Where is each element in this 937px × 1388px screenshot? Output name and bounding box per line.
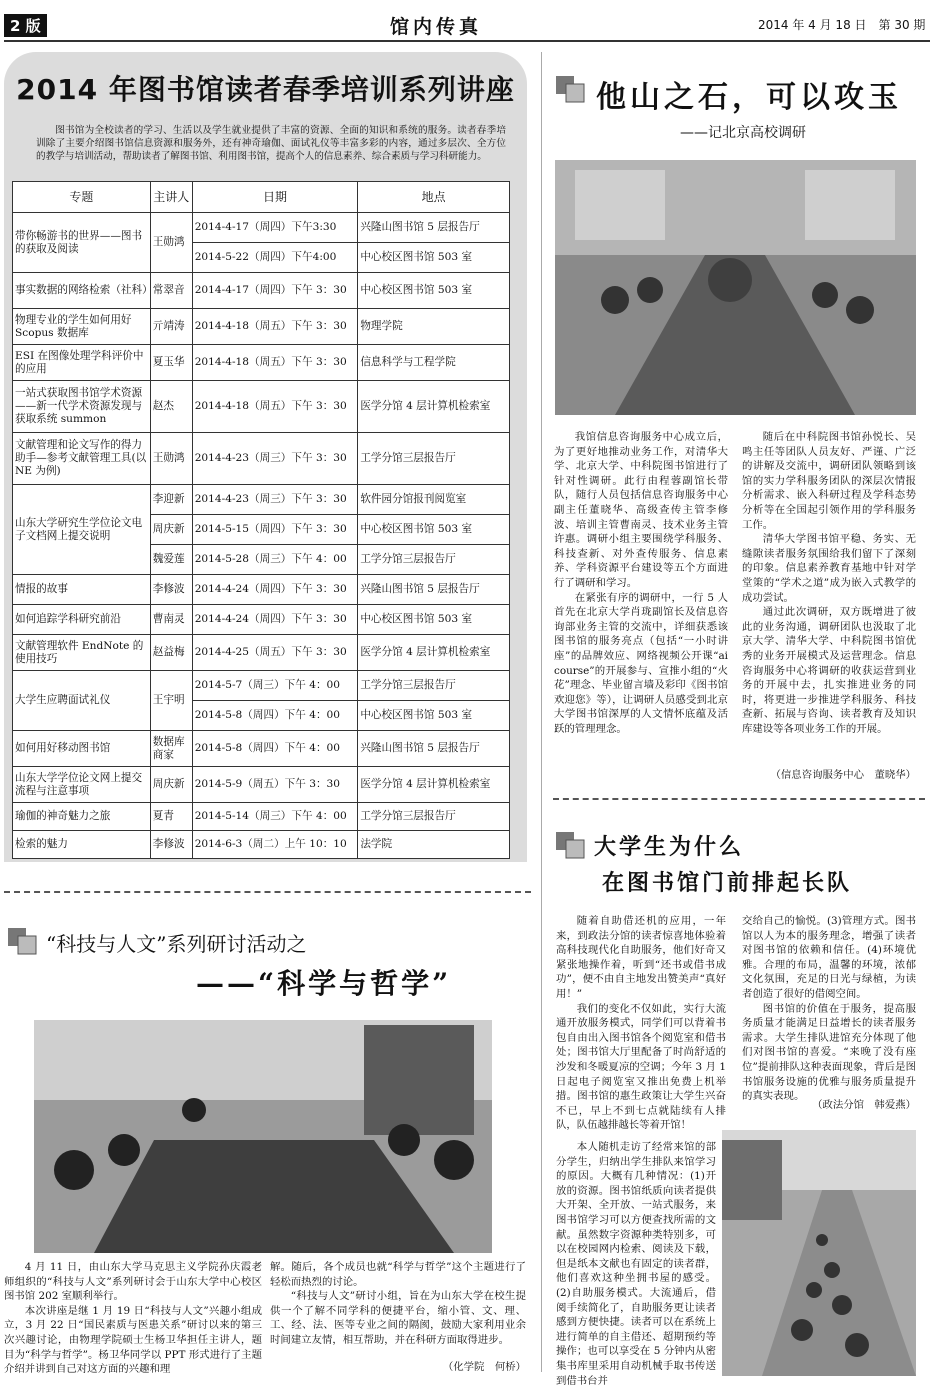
paragraph: 图书馆的价值在于服务，提高服务质量才能满足日益增长的读者服务需求。大学生排队进馆充分体现了他们对图书馆的喜爱。“来晚了没有座位”提前排队这种表面现象，背后是图书馆服务设施的优雅与服务质量提升的真实表现。 (742, 1002, 916, 1103)
date-cell: 2014-4-23（周三）下午 3：30 (192, 485, 358, 515)
queue-column-2 (742, 914, 916, 1104)
topic-cell: 事实数据的网络检索（社科） (13, 273, 151, 309)
speaker-cell: 王勋鸿 (150, 433, 192, 485)
speaker-cell: 李修波 (150, 831, 192, 859)
topic-cell: 山东大学学位论文网上提交流程与注意事项 (13, 767, 151, 803)
topic-cell: ESI 在图像处理学科评价中的应用 (13, 345, 151, 381)
paragraph: 通过此次调研，双方既增进了彼此的业务沟通，调研团队也汲取了北京大学、清华大学、中科院图书馆优秀的业务开展模式及运营理念。信息咨询服务中心将调研的收获运营到业务的开展中去，扎实推进业务的同时，将更进一步推进学科服务、科技查新、拓展与咨询、读者教育及知识库建设等各项业务工作的开展。 (742, 606, 916, 735)
date-cell: 2014-5-14（周三）下午 4：00 (192, 803, 358, 831)
location-cell: 兴隆山图书馆 5 层报告厅 (358, 213, 510, 243)
paragraph: 我馆信息咨询服务中心成立后，为了更好地推动业务工作，对清华大学、北京大学、中科院图书馆进行了针对性调研。此行由程蓉副馆长带队，随行人员包括信息咨询服务中心副主任董晓华、高级查传主管李修波、培训主管曹南灵、技术业务主管许惠。调研小组主要围绕学科服务、科技查新、对外查传服务、信息素养、学科资源平台建设等五个方面进行了调研和学习。 (554, 431, 728, 589)
table-row (13, 213, 510, 243)
paragraph: 在紧张有序的调研中，一行 5 人首先在北京大学肖珑副馆长及信息咨询部业务主管的交流中，详细获悉该图书馆的服务亮点（包括“一小时讲座”的品牌效应、网络视频公开课“ai course”的开展参与、宣推小组的“火花”理念、毕业留言墙及彩印《图书馆欢迎您》等），让调研人员感受到北京大学图书馆深厚的人文情怀底蕴及活跃的管理理念。 (554, 591, 728, 735)
date-cell: 2014-4-24（周四）下午 3：30 (192, 605, 358, 635)
queue-title-line1: 大学生为什么 (594, 835, 745, 860)
table-row (13, 433, 510, 485)
location-cell: 中心校区图书馆 503 室 (358, 701, 510, 731)
table-row (13, 605, 510, 635)
col-location: 地点 (358, 182, 510, 213)
table-row (13, 575, 510, 605)
paragraph: “科技与人文”研讨小组，旨在为山东大学在校生提供一个了解不同学科的便捷平台，缩小管、文、理、工、经、法、医等专业之间的隔阂，鼓励大家利用业余时间建立友情，相互帮助，并在科研方面取得进步。 (270, 1290, 526, 1346)
topic-cell: 文献管理和论文写作的得力助手—参考文献管理工具(以 NE 为例) (13, 433, 151, 485)
topic-cell: 如何用好移动图书馆 (13, 731, 151, 767)
speaker-cell: 曹南灵 (150, 605, 192, 635)
col-date: 日期 (192, 182, 358, 213)
speaker-cell: 夏玉华 (150, 345, 192, 381)
date-cell: 2014-5-8（周四）下午 4：00 (192, 701, 358, 731)
speaker-cell: 亓靖涛 (150, 309, 192, 345)
seminar-photo-image (34, 1020, 492, 1253)
speaker-cell: 周庆新 (150, 515, 192, 545)
paragraph: 清华大学图书馆平稳、务实、无缝隙读者服务氛围给我们留下了深刻的印象。信息素养教育基地中针对学堂策的“学术之道”成为嵌入式教学的成功尝试。 (742, 533, 916, 604)
paragraph: 本人随机走访了经常来馆的部分学生，归纳出学生排队来馆学习的原因。大概有几种情况：(1)开放的资源。图书馆纸质向读者提供大开架、全开放、一站式服务，来图书馆学习可以方便查找所需的文献。虽然数字资源种类特别多，可以在校园网内检索、阅读及下载，但是纸本文献也有固定的读者群，他们喜欢这种坐拥书屋的感受。(2)自助服务模式。大流通后，借阅手续简化了，自助服务更让读者感到方便快捷。读者可以在系统上进行简单的自主借还、超期预约等操作；也可以享受在 5 分钟内从密集书库里采用自动机械手取书传送到借书台并 (556, 1141, 716, 1387)
location-cell: 物理学院 (358, 309, 510, 345)
location-cell: 信息科学与工程学院 (358, 345, 510, 381)
location-cell: 工学分馆三层报告厅 (358, 545, 510, 575)
queue-byline: （政法分馆 韩爱燕） (812, 1099, 916, 1111)
topic-cell: 大学生应聘面试礼仪 (13, 671, 151, 731)
topic-cell: 带你畅游书的世界——图书的获取及阅读 (13, 213, 151, 273)
table-row (13, 381, 510, 433)
section-squares-icon (556, 76, 590, 106)
table-header-row (13, 182, 510, 213)
queue-title-line2: 在图书馆门前排起长队 (602, 871, 853, 896)
masthead: 馆内传真 (390, 16, 483, 38)
paragraph: 随后在中科院图书馆孙悦长、吴鸣主任等团队人员友好、严谨、广泛的讲解及交流中，调研团队领略到该馆的实力学科服务团队的深层次情报分析需求、嵌入科研过程及学科态势分析等在全国起引领作用的学科服务工作。 (742, 431, 916, 531)
location-cell: 中心校区图书馆 503 室 (358, 243, 510, 273)
seminar-column-1 (4, 1260, 262, 1377)
seminar-byline: （化学院 何桥） (442, 1361, 526, 1373)
queue-photo-image (722, 1130, 916, 1376)
location-cell: 医学分馆 4 层计算机检索室 (358, 381, 510, 433)
topic-cell: 物理专业的学生如何用好 Scopus 数据库 (13, 309, 151, 345)
location-cell: 中心校区图书馆 503 室 (358, 605, 510, 635)
topic-cell: 一站式获取图书馆学术资源——新一代学术资源发现与获取系统 summon (13, 381, 151, 433)
topic-cell: 文献管理软件 EndNote 的使用技巧 (13, 635, 151, 671)
paragraph: 本次讲座是继 1 月 19 日“科技与人文”兴趣小组成立，3 月 22 日“国民素质与医患关系”研讨以来的第三次兴趣讨论，由物理学院硕士生杨卫华担任主讲人，题目为“科学与哲学”。杨卫华同学以 PPT 形式进行了主题介绍并讲到自己对这方面的兴趣和理 (4, 1304, 262, 1376)
column-divider (541, 52, 542, 1372)
date-cell: 2014-4-18（周五）下午 3：30 (192, 345, 358, 381)
topic-cell: 检索的魅力 (13, 831, 151, 859)
visit-title: 他山之石，可以攻玉 (596, 80, 902, 115)
header-rule (4, 40, 930, 42)
queue-photo (722, 1130, 916, 1376)
location-cell: 医学分馆 4 层计算机检索室 (358, 635, 510, 671)
table-row (13, 309, 510, 345)
date-cell: 2014-4-17（周四）下午 3：30 (192, 273, 358, 309)
queue-column-3 (556, 1140, 716, 1388)
col-topic: 专题 (13, 182, 151, 213)
topic-cell: 情报的故事 (13, 575, 151, 605)
date-cell: 2014-4-25（周五）下午 3：30 (192, 635, 358, 671)
date-cell: 2014-5-15（周四）下午 3：30 (192, 515, 358, 545)
date-cell: 2014-5-9（周五）下午 3：30 (192, 767, 358, 803)
seminar-photo (34, 1020, 492, 1253)
meeting-photo (555, 160, 916, 415)
date-cell: 2014-5-8（周四）下午 4：00 (192, 731, 358, 767)
table-row (13, 635, 510, 671)
seminar-title-line1: “科技与人文”系列研讨活动之 (46, 932, 307, 956)
speaker-cell: 王勋鸿 (150, 213, 192, 273)
location-cell: 中心校区图书馆 503 室 (358, 273, 510, 309)
visit-column-1 (554, 430, 728, 736)
table-row (13, 273, 510, 309)
topic-cell: 山东大学研究生学位论文电子文档网上提交说明 (13, 485, 151, 575)
visit-subtitle: ——记北京高校调研 (680, 125, 806, 141)
speaker-cell: 赵杰 (150, 381, 192, 433)
page-number: 2 版 (4, 14, 47, 37)
location-cell: 医学分馆 4 层计算机检索室 (358, 767, 510, 803)
table-row (13, 485, 510, 515)
queue-column-1 (556, 914, 726, 1133)
location-cell: 软件园分馆报刊阅览室 (358, 485, 510, 515)
location-cell: 兴隆山图书馆 5 层报告厅 (358, 575, 510, 605)
date-cell: 2014-6-3（周二）上午 10：10 (192, 831, 358, 859)
location-cell: 工学分馆三层报告厅 (358, 433, 510, 485)
table-row (13, 671, 510, 701)
speaker-cell: 夏青 (150, 803, 192, 831)
seminar-title-line2: ——“科学与哲学” (196, 967, 452, 1000)
table-row (13, 731, 510, 767)
speaker-cell: 周庆新 (150, 767, 192, 803)
topic-cell: 如何追踪学科研究前沿 (13, 605, 151, 635)
date-cell: 2014-4-23（周三）下午 3：30 (192, 433, 358, 485)
date-cell: 2014-5-22（周四）下午4:00 (192, 243, 358, 273)
topic-cell: 瑜伽的神奇魅力之旅 (13, 803, 151, 831)
visit-column-2 (742, 430, 916, 736)
section-squares-icon (8, 928, 42, 958)
location-cell: 中心校区图书馆 503 室 (358, 515, 510, 545)
lecture-intro: 图书馆为全校读者的学习、生活以及学生就业提供了丰富的资源、全面的知识和系统的服务。读者春季培训除了主要介绍图书馆信息资源和服务外，还有神奇瑜伽、面试礼仪等丰富多彩的内容，通过多层次、全方位的教学与培训活动，帮助读者了解图书馆、利用图书馆，提高个人的信息素养、综合素质与学习科研能力。 (36, 125, 506, 163)
speaker-cell: 李迎新 (150, 485, 192, 515)
section-squares-icon (556, 832, 590, 862)
location-cell: 工学分馆三层报告厅 (358, 803, 510, 831)
table-row (13, 803, 510, 831)
speaker-cell: 赵益梅 (150, 635, 192, 671)
date-cell: 2014-4-18（周五）下午 3：30 (192, 381, 358, 433)
section-divider (553, 798, 925, 800)
paragraph: 随着自助借还机的应用，一年来，到政法分馆的读者惊喜地体验着高科技现代化自助服务，他们好奇又紧张地操作着，听到“还书或借书成功”，便不由自主地发出赞美声“真好用！” (556, 915, 726, 1000)
location-cell: 兴隆山图书馆 5 层报告厅 (358, 731, 510, 767)
seminar-column-2 (270, 1260, 526, 1348)
lecture-schedule-table (12, 181, 510, 859)
paragraph: 4 月 11 日，由山东大学马克思主义学院孙庆霞老师组织的“科技与人文”系列研讨会于山东大学中心校区图书馆 202 室顺利举行。 (4, 1261, 262, 1303)
paragraph: 交给自己的愉悦。(3)管理方式。图书馆以人为本的服务理念，增强了读者对图书馆的依赖和信任。(4)环境优雅。合理的布局，温馨的环境，浓郁文化氛围，充足的日光与绿植，为读者创造了很好的借阅空间。 (742, 915, 916, 1000)
date-cell: 2014-4-24（周四）下午 3：30 (192, 575, 358, 605)
section-divider (4, 891, 531, 893)
speaker-cell: 李修波 (150, 575, 192, 605)
date-cell: 2014-5-7（周三）下午 4：00 (192, 671, 358, 701)
speaker-cell: 数据库商家 (150, 731, 192, 767)
table-row (13, 345, 510, 381)
col-speaker: 主讲人 (150, 182, 192, 213)
table-row (13, 767, 510, 803)
meeting-photo-image (555, 160, 916, 415)
paragraph: 解。随后，各个成员也就“科学与哲学”这个主题进行了轻松而热烈的讨论。 (270, 1261, 526, 1288)
speaker-cell: 常翠音 (150, 273, 192, 309)
date-cell: 2014-4-18（周五）下午 3：30 (192, 309, 358, 345)
visit-byline: （信息咨询服务中心 董晓华） (770, 769, 916, 781)
table-row (13, 831, 510, 859)
location-cell: 工学分馆三层报告厅 (358, 671, 510, 701)
issue-date: 2014 年 4 月 18 日 第 30 期 (758, 18, 926, 32)
date-cell: 2014-5-28（周三）下午 4：00 (192, 545, 358, 575)
speaker-cell: 魏爱莲 (150, 545, 192, 575)
date-cell: 2014-4-17（周四）下午3:30 (192, 213, 358, 243)
speaker-cell: 王宇明 (150, 671, 192, 731)
location-cell: 法学院 (358, 831, 510, 859)
lecture-title: 2014 年图书馆读者春季培训系列讲座 (16, 73, 515, 106)
paragraph: 我们的变化不仅如此，实行大流通开放服务模式，同学们可以背着书包自由出入图书馆各个阅览室和借书处；图书馆大厅里配备了时尚舒适的沙发和冬暖夏凉的空调；今年 3 月 1 日起电子阅览室又推出免费上机举措。图书馆的惠生政策让大学生兴奋不已，早上不到七点就陆续有人排队，队伍越排越长等着开馆！ (556, 1002, 726, 1132)
